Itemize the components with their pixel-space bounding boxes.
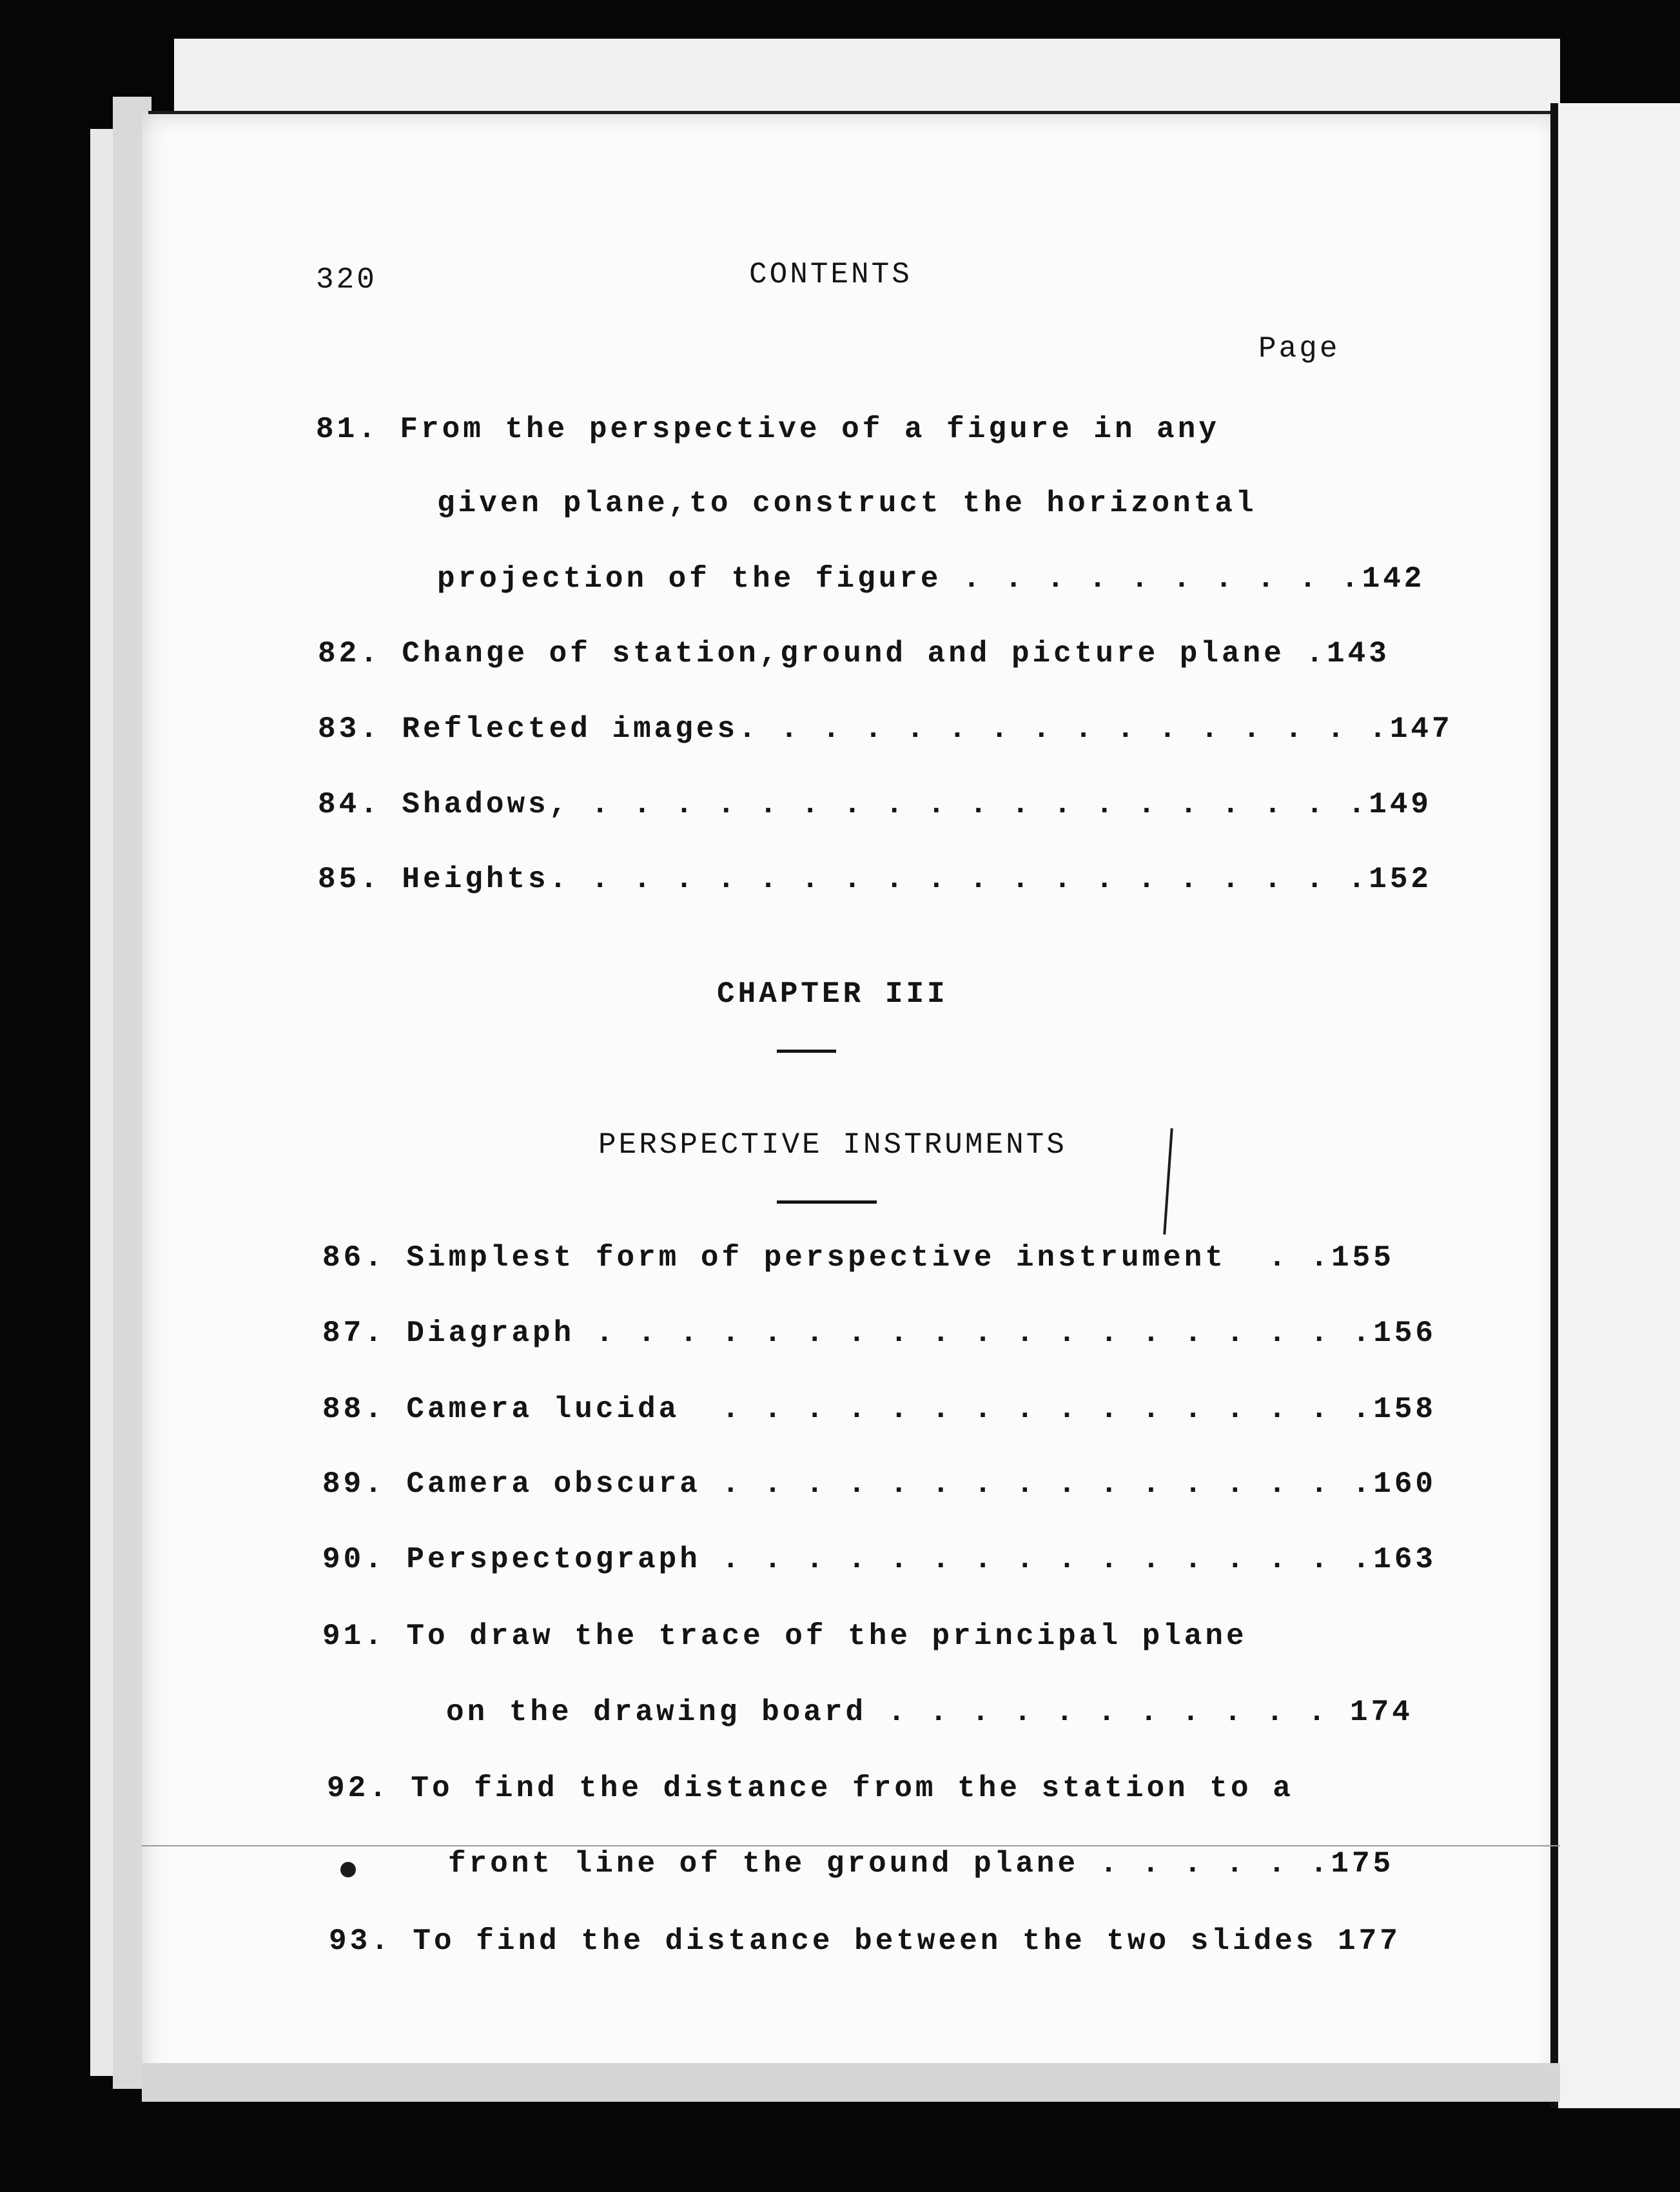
page-column-label: Page [1258,332,1340,366]
toc-entry-90: 90. Perspectograph . . . . . . . . . . . . . . . .163 [322,1543,1437,1576]
facing-page-sliver [1558,103,1680,2108]
chapter-heading: CHAPTER III [717,977,948,1011]
toc-entry-91-line-1: 91. To draw the trace of the principal plane [322,1620,1247,1653]
toc-entry-87: 87. Diagraph . . . . . . . . . . . . . . . . . . .156 [322,1316,1437,1350]
binding-edge [1550,103,1558,2108]
chapter-subtitle: PERSPECTIVE INSTRUMENTS [598,1128,1067,1162]
toc-entry-91-line-2: on the drawing board . . . . . . . . . . . 174 [446,1696,1413,1729]
toc-entry-89: 89. Camera obscura . . . . . . . . . . . . . . . .160 [322,1467,1437,1501]
page-bottom-shade [142,2063,1560,2102]
scan-artifact-line [142,1845,1560,1846]
toc-entry-93: 93. To find the distance between the two slides 177 [329,1924,1401,1958]
underlying-page-top [174,39,1560,116]
toc-entry-84: 84. Shadows, . . . . . . . . . . . . . . . . . . .149 [318,788,1432,821]
toc-entry-83: 83. Reflected images. . . . . . . . . . . . . . . .147 [318,712,1453,746]
toc-entry-81-line-3: projection of the figure . . . . . . . . . .142 [437,562,1425,596]
toc-entry-82: 82. Change of station,ground and picture plane .143 [318,637,1390,670]
page-number: 320 [316,263,377,297]
ink-blot [340,1862,356,1877]
running-title: CONTENTS [749,258,912,291]
chapter-heading-rule [777,1050,836,1053]
page-top-edge [148,111,1567,114]
toc-entry-81-line-1: 81. From the perspective of a figure in any [316,413,1220,446]
toc-entry-88: 88. Camera lucida . . . . . . . . . . . . . . . .158 [322,1393,1437,1426]
toc-entry-86: 86. Simplest form of perspective instrument . .155 [322,1241,1394,1275]
chapter-subtitle-rule [777,1200,877,1204]
toc-entry-92-line-2: front line of the ground plane . . . . . .175 [448,1847,1394,1881]
toc-entry-85: 85. Heights. . . . . . . . . . . . . . . . . . . .152 [318,863,1432,896]
toc-entry-92-line-1: 92. To find the distance from the station to a [327,1772,1294,1805]
toc-entry-81-line-2: given plane,to construct the horizontal [437,487,1257,520]
